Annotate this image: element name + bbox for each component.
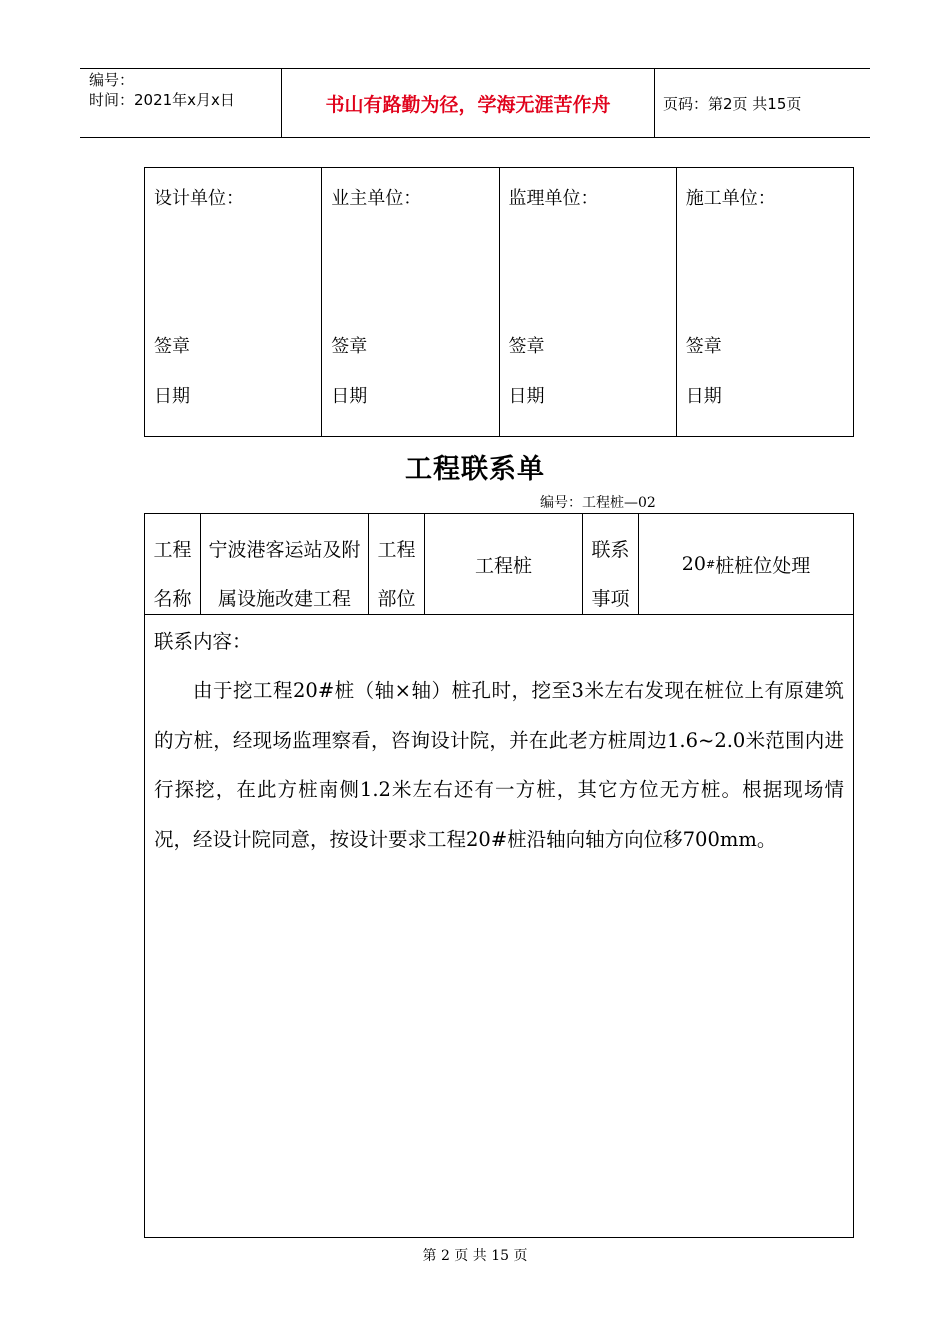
stamp-label: 签章 [685, 336, 722, 357]
unit-label: 施工单位： [685, 188, 776, 209]
contact-form-table [144, 513, 854, 1238]
page-info: 页码：第2页 共15页 [663, 94, 802, 113]
signature-table [144, 167, 854, 437]
stamp-label: 签章 [508, 336, 545, 357]
project-part-label: 工程 部位 [369, 514, 425, 614]
serial-label: 编号： [89, 71, 135, 89]
page-footer: 第 2 页 共 15 页 [422, 1248, 528, 1264]
stamp-label: 签章 [331, 336, 368, 357]
unit-label: 监理单位： [508, 188, 599, 209]
signature-column-contractor [677, 168, 853, 436]
info-row [145, 514, 853, 615]
time-label: 时间：2021年x月x日 [89, 91, 235, 109]
date-label: 日期 [331, 386, 368, 407]
motto-text: 书山有路勤为径，学海无涯苦作舟 [281, 69, 655, 137]
header-meta-cell [80, 69, 281, 137]
content-label: 联系内容： [154, 630, 252, 653]
date-label: 日期 [685, 386, 722, 407]
signature-column-design [145, 168, 322, 436]
content-paragraph: 由于挖工程20#桩（轴×轴）桩孔时，挖至3米左右发现在桩位上有原建筑的方桩，经现场监理察看，咨询设计院，并在此老方桩周边1.6~2.0米范围内进行探挖，在此方桩南侧1.2米左右还有一方桩，其它方位无方桩。根据现场情况，经设计院同意，按设计要求工程20#桩沿轴向轴方向位移700mm。 [154, 679, 844, 851]
form-title: 工程联系单 [405, 454, 545, 485]
project-name-value: 宁波港客运站及附 属设施改建工程 [201, 514, 369, 614]
unit-label: 设计单位： [154, 188, 244, 209]
project-name-label: 工程 名称 [145, 514, 201, 614]
unit-label: 业主单位： [331, 188, 422, 209]
page-header [80, 68, 870, 138]
stamp-label: 签章 [154, 336, 190, 357]
signature-column-supervisor [500, 168, 677, 436]
project-part-value: 工程桩 [425, 514, 583, 614]
contact-matter-value: 20 # 桩桩位处理 [681, 553, 811, 577]
date-label: 日期 [154, 386, 190, 407]
date-label: 日期 [508, 386, 545, 407]
signature-column-owner [322, 168, 499, 436]
contact-matter-label: 联系 事项 [583, 514, 639, 614]
doc-number: 编号：工程桩—02 [540, 495, 656, 511]
